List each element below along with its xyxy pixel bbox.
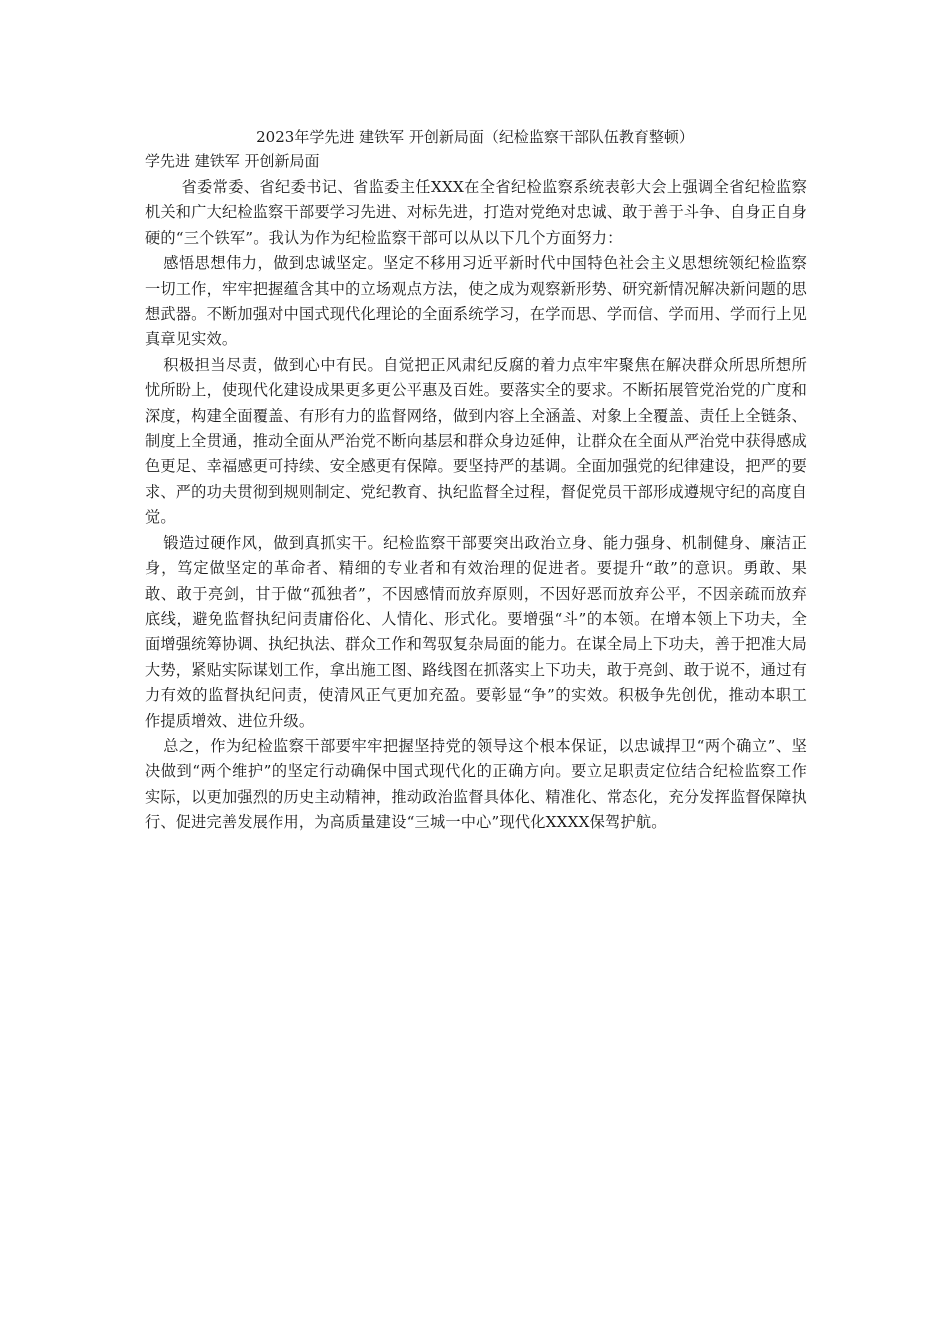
document-subtitle: 学先进 建铁军 开创新局面 bbox=[145, 152, 320, 170]
paragraph-conclusion: 总之，作为纪检监察干部要牢牢把握坚持党的领导这个根本保证，以忠诚捍卫“两个确立”、坚决做到“两个维护”的坚定行动确保中国式现代化的正确方向。要立足职责定位结合纪检监察工作实际，以更加强烈的历史主动精神，推动政治监督具体化、精准化、常态化，充分发挥监督保障执行、促进完善发展作用，为高质量建设“三城一中心”现代化XXXX保驾护航。 bbox=[145, 736, 807, 832]
document-body bbox=[145, 175, 807, 836]
paragraph-work-style: 锻造过硬作风，做到真抓实干。纪检监察干部要突出政治立身、能力强身、机制健身、廉洁正身，笃定做坚定的革命者、精细的专业者和有效治理的促进者。要提升“敢”的意识。勇敢、果敢、敢于亮剑，甘于做“孤独者”，不因感情而放弃原则，不因好恶而放弃公平，不因亲疏而放弃底线，避免监督执纪问责庸俗化、人情化、形式化。要增强“斗”的本领。在增本领上下功夫，全面增强统筹协调、执纪执法、群众工作和驾驭复杂局面的能力。在谋全局上下功夫，善于把准大局大势，紧贴实际谋划工作，拿出施工图、路线图在抓落实上下功夫，敢于亮剑、敢于说不，通过有力有效的监督执纪问责，使清风正气更加充盈。要彰显“争”的实效。积极争先创优，推动本职工作提质增效、进位升级。 bbox=[145, 533, 807, 730]
paragraph-intro: 省委常委、省纪委书记、省监委主任XXX在全省纪检监察系统表彰大会上强调全省纪检监察机关和广大纪检监察干部要学习先进、对标先进，打造对党绝对忠诚、敢于善于斗争、自身正自身硬的“三个铁军”。我认为作为纪检监察干部可以从以下几个方面努力： bbox=[145, 178, 807, 247]
paragraph-loyalty: 感悟思想伟力，做到忠诚坚定。坚定不移用习近平新时代中国特色社会主义思想统领纪检监察一切工作，牢牢把握蕴含其中的立场观点方法，使之成为观察新形势、研究新情况解决新问题的思想武器。不断加强对中国式现代化理论的全面系统学习，在学而思、学而信、学而用、学而行上见真章见实效。 bbox=[145, 254, 807, 349]
paragraph-responsibility: 积极担当尽责，做到心中有民。自觉把正风肃纪反腐的着力点牢牢聚焦在解决群众所思所想所忧所盼上，使现代化建设成果更多更公平惠及百姓。要落实全的要求。不断拓展管党治党的广度和深度，构建全面覆盖、有形有力的监督网络，做到内容上全涵盖、对象上全覆盖、责任上全链条、制度上全贯通，推动全面从严治党不断向基层和群众身边延伸，让群众在全面从严治党中获得感成色更足、幸福感更可持续、安全感更有保障。要坚持严的基调。全面加强党的纪律建设，把严的要求、严的功夫贯彻到规则制定、党纪教育、执纪监督全过程，督促党员干部形成遵规守纪的高度自觉。 bbox=[145, 355, 807, 527]
document-title: 2023年学先进 建铁军 开创新局面（纪检监察干部队伍教育整顿） bbox=[256, 128, 694, 146]
